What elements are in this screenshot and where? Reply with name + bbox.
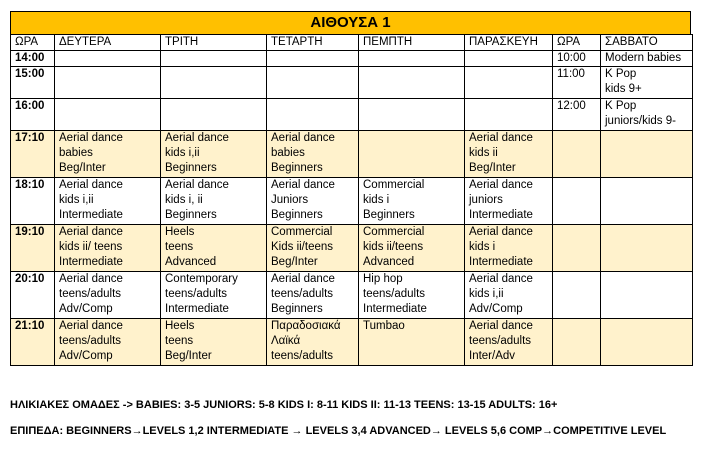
class-cell [267,131,359,178]
schedule-body [11,35,693,366]
class-line: Aerial dance [59,226,123,238]
class-line: Aerial dance [469,273,533,285]
class-cell [359,225,465,272]
class-line: Aerial dance [469,179,533,191]
class-cell [359,178,465,225]
class-cell [267,178,359,225]
class-line: K Pop [605,68,637,80]
class-cell [465,272,553,319]
class-cell [55,131,161,178]
header-cell: ΤΡΙΤΗ [161,35,267,51]
saturday-class-cell [601,225,693,272]
class-cell [161,178,267,225]
class-line: Aerial dance [59,273,123,285]
class-line: Advanced [363,256,415,268]
class-line: Beg/Inter [59,162,106,174]
class-line: teens/adults [363,288,426,300]
class-cell [161,131,267,178]
class-line: kids i [363,194,390,206]
class-cell [267,99,359,131]
class-cell [465,67,553,99]
class-cell [55,319,161,366]
saturday-time-cell [553,225,601,272]
class-line: Aerial dance [271,179,335,191]
class-line: teens/adults [469,335,532,347]
time-cell: 16:00 [11,99,55,131]
class-line: Aerial dance [165,179,229,191]
class-line: Intermediate [363,303,427,315]
class-line: Beginners [271,162,323,174]
class-line: Aerial dance [59,179,123,191]
class-line: kids 9+ [605,83,642,95]
class-line: teens [165,335,194,347]
schedule-row [11,67,693,99]
schedule-row [11,319,693,366]
class-line: Beginners [271,303,323,315]
class-cell [359,99,465,131]
class-cell [465,131,553,178]
class-line: babies [271,147,305,159]
class-line: Tumbao [363,320,405,332]
class-line: Adv/Comp [59,303,113,315]
schedule-row [11,51,693,67]
time-cell: 17:10 [11,131,55,178]
class-line: Intermediate [469,209,533,221]
class-cell [465,99,553,131]
class-cell [465,51,553,67]
class-line: Hip hop [363,273,403,285]
schedule-row [11,131,693,178]
room-title: ΑΙΘΟΥΣΑ 1 [10,11,691,34]
class-line: Aerial dance [271,132,335,144]
class-line: Intermediate [165,303,229,315]
class-cell [465,319,553,366]
class-line: Aerial dance [469,132,533,144]
time-cell: 15:00 [11,67,55,99]
class-cell [55,225,161,272]
saturday-time-cell: 10:00 [553,51,601,67]
saturday-time-cell [553,272,601,319]
class-line: Commercial [363,179,425,191]
class-line: kids i,ii [59,194,94,206]
class-line: Aerial dance [469,226,533,238]
class-line: juniors [469,194,503,206]
class-line: Commercial [271,226,333,238]
class-line: Aerial dance [59,132,123,144]
header-cell: ΠΑΡΑΣΚΕΥΗ [465,35,553,51]
class-line: Λαϊκά [271,335,301,347]
header-cell: ΣΑΒΒΑΤΟ [601,35,693,51]
saturday-time-cell [553,131,601,178]
class-line: juniors/kids 9- [605,115,676,127]
class-cell [55,67,161,99]
schedule-row [11,99,693,131]
class-line: teens/adults [59,288,122,300]
header-cell: ΤΕΤΑΡΤΗ [267,35,359,51]
class-line: teens/adults [271,350,334,362]
saturday-class-cell [601,51,693,67]
saturday-class-cell [601,131,693,178]
time-cell: 18:10 [11,178,55,225]
class-cell [267,225,359,272]
class-line: Aerial dance [165,132,229,144]
schedule-row [11,178,693,225]
header-cell: ΠΕΜΠΤΗ [359,35,465,51]
class-cell [161,319,267,366]
header-cell: ΩΡΑ [553,35,601,51]
class-cell [267,67,359,99]
class-cell [55,51,161,67]
saturday-time-cell [553,319,601,366]
class-line: teens/adults [165,288,228,300]
time-cell: 21:10 [11,319,55,366]
class-line: Contemporary [165,273,238,285]
class-cell [359,272,465,319]
saturday-class-cell [601,99,693,131]
class-cell [359,67,465,99]
class-cell [267,319,359,366]
class-line: Commercial [363,226,425,238]
class-line: kids i,ii [165,147,200,159]
class-line: Kids ii/teens [271,241,334,253]
class-line: Beginners [271,209,323,221]
saturday-class-cell [601,319,693,366]
class-cell [267,272,359,319]
class-cell [55,99,161,131]
class-line: Modern babies [605,52,682,64]
schedule-row [11,225,693,272]
class-line: Beg/Inter [271,256,318,268]
saturday-class-cell [601,178,693,225]
class-line: Inter/Adv [469,350,516,362]
class-line: Heels [165,320,195,332]
class-line: Beginners [165,209,217,221]
saturday-time-cell [553,178,601,225]
levels-legend: ΕΠΙΠΕΔΑ: BEGINNERS→LEVELS 1,2 INTERMEDIATE → LEVELS 3,4 ADVANCED→ LEVELS 5,6 COMP→COMPETITIVE LEVEL [10,425,667,437]
class-line: Juniors [271,194,309,206]
class-cell [359,51,465,67]
header-cell: ΔΕΥΤΕΡΑ [55,35,161,51]
class-line: Intermediate [59,256,123,268]
class-line: Beginners [363,209,415,221]
class-line: Advanced [165,256,217,268]
class-line: Beg/Inter [469,162,516,174]
header-row [11,35,693,51]
class-cell [161,99,267,131]
class-cell [359,319,465,366]
class-line: Aerial dance [469,320,533,332]
age-groups-legend: ΗΛΙΚΙΑΚΕΣ ΟΜΑΔΕΣ -> BABIES: 3-5 JUNIORS: 5-8 KIDS I: 8-11 KIDS II: 11-13 TEENS: 13-15 ADULTS: 16+ [10,399,558,411]
class-cell [55,272,161,319]
class-line: babies [59,147,93,159]
class-line: K Pop [605,100,637,112]
class-line: teens [165,241,194,253]
class-cell [465,225,553,272]
class-line: Intermediate [469,256,533,268]
class-line: Beg/Inter [165,350,212,362]
class-line: Beginners [165,162,217,174]
class-line: kids i [469,241,496,253]
class-line: Aerial dance [271,273,335,285]
class-cell [161,272,267,319]
class-cell [161,225,267,272]
class-line: kids ii [469,147,498,159]
class-line: Adv/Comp [59,350,113,362]
class-line: Παραδοσιακά [271,320,341,332]
header-cell: ΩΡΑ [11,35,55,51]
time-cell: 20:10 [11,272,55,319]
schedule-table [10,34,693,366]
time-cell: 14:00 [11,51,55,67]
saturday-class-cell [601,272,693,319]
class-line: Adv/Comp [469,303,523,315]
schedule-sheet [10,11,691,366]
class-line: Heels [165,226,195,238]
saturday-time-cell: 12:00 [553,99,601,131]
class-cell [161,67,267,99]
class-line: kids i,ii [469,288,504,300]
class-cell [267,51,359,67]
class-line: kids ii/teens [363,241,424,253]
class-line: kids i, ii [165,194,203,206]
class-line: teens/adults [271,288,334,300]
saturday-class-cell [601,67,693,99]
schedule-row [11,272,693,319]
class-line: kids ii/ teens [59,241,123,253]
time-cell: 19:10 [11,225,55,272]
class-cell [359,131,465,178]
saturday-time-cell: 11:00 [553,67,601,99]
class-cell [161,51,267,67]
class-line: Aerial dance [59,320,123,332]
class-cell [465,178,553,225]
class-line: teens/adults [59,335,122,347]
class-cell [55,178,161,225]
class-line: Intermediate [59,209,123,221]
